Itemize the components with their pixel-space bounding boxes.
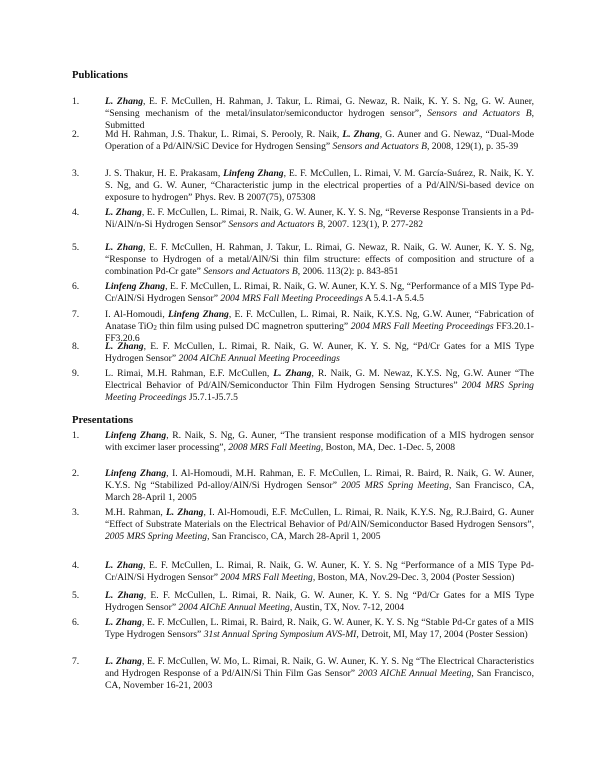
citation-text	[105, 207, 534, 231]
venue-title: 2004 MRS Spring Meeting Proceedings	[105, 380, 534, 404]
presentations-heading: Presentations	[72, 415, 134, 426]
citation-segment: , E. F. McCullen, L. Rimai, R. Naik, K.Y.S. Ng, G.W. Auner, “Fabrication of Anatase TiO	[105, 309, 534, 333]
item-number: 6.	[72, 617, 80, 628]
author-highlight: L. Zhang	[105, 590, 144, 601]
venue-title: 2004 AIChE Annual Meeting Proceedings	[178, 353, 340, 365]
presentation-item	[72, 617, 534, 641]
venue-title: 31st Annual Spring Symposium AVS-MI	[203, 629, 357, 641]
citation-segment: , E. F. McCullen, W. Mo, L. Rimai, R. Naik, G. W. Auner, K. Y. S. Ng “The Electrical Characteristics and Hydrogen Response of a Pd/AlN/Si Thin Film Gas Sensor”	[105, 656, 534, 680]
venue-title: Sensors and Actuators B	[427, 108, 532, 120]
item-number: 7.	[72, 656, 80, 667]
citation-segment: , Submitted	[105, 108, 534, 132]
publication-item	[72, 341, 534, 365]
item-number: 3.	[72, 168, 80, 179]
citation-segment: , Boston, MA, Dec. 1-Dec. 5, 2008	[320, 442, 456, 454]
venue-title: 2004 MRS Fall Meeting Proceedings	[220, 293, 363, 305]
citation-segment: thin film using pulsed DC magnetron sputtering”	[156, 321, 351, 333]
citation-text	[105, 656, 534, 692]
item-number: 1.	[72, 96, 80, 107]
citation-text	[105, 430, 534, 454]
citation-segment: Md H. Rahman, J.S. Thakur, L. Rimai, S. Perooly, R. Naik,	[105, 129, 343, 140]
publication-item	[72, 281, 534, 305]
citation-segment: , R. Naik, G. M. Newaz, K.Y.S. Ng, G.W. Auner “The Electrical Behavior of Pd/AlN/Semiconductor Thin Film Hydrogen Sensing Structures”	[105, 368, 534, 392]
publication-item	[72, 242, 534, 278]
presentation-item	[72, 430, 534, 454]
item-number: 3.	[72, 507, 80, 518]
citation-segment: , San Francisco, CA, November 16-21, 2003	[105, 668, 534, 692]
author-highlight: L. Zhang	[105, 341, 144, 352]
author-highlight: L. Zhang	[105, 96, 143, 107]
author-highlight: Linfeng Zhang	[168, 309, 229, 320]
citation-segment: , San Francisco, CA, March 28-April 1, 2005	[105, 480, 534, 504]
author-highlight: L. Zhang	[105, 560, 143, 571]
citation-segment: , E. F. McCullen, H. Rahman, J. Takur, L. Rimai, G. Newaz, R. Naik, G. W. Auner, K. Y. S. Ng, “Response to Hydrogen of a metal/AlN/Si thin film structure: effects of composition and structure of a combination Pd-Cr gate”	[105, 242, 534, 278]
item-number: 9.	[72, 368, 80, 379]
citation-text	[105, 507, 534, 543]
citation-text	[105, 242, 534, 278]
citation-segment: , I. Al-Homoudi, E.F. McCullen, L. Rimai, R. Naik, K.Y.S. Ng, R.J.Baird, G. Auner “Effect of Substrate Materials on the Electrical Behavior of Pd/AlN/Semiconductor Based Hydrogen Sensors”,	[105, 507, 534, 531]
venue-title: 2004 AIChE Annual Meeting	[178, 602, 290, 614]
citation-text	[105, 129, 534, 153]
item-number: 1.	[72, 430, 80, 441]
citation-segment: L. Rimai, M.H. Rahman, E.F. McCullen,	[105, 368, 274, 379]
citation-segment: , San Francisco, CA, March 28-April 1, 2005	[207, 531, 381, 543]
citation-segment: FF3.20.1-FF3.20.6	[105, 321, 535, 345]
citation-segment: J5.7.1-J5.7.5	[186, 392, 238, 404]
citation-segment: , E. F. McCullen, H. Rahman, J. Takur, L. Rimai, G. Newaz, R. Naik, K. Y. S. Ng, G. W. Auner, “Sensing mechanism of the metal/insulator/semiconductor hydrogen sensor”,	[105, 96, 534, 120]
citation-segment: , E. F. McCullen, L. Rimai, R. Naik, G. W. Auner, K. Y. S. Ng, “Pd/Cr Gates for a MIS Type Hydrogen Sensor”	[105, 341, 534, 365]
venue-title: 2008 MRS Fall Meeting	[228, 442, 321, 454]
item-number: 4.	[72, 560, 80, 571]
presentation-item	[72, 656, 534, 692]
venue-title: Sensors and Actuators B	[228, 219, 323, 231]
citation-segment: , E. F. McCullen, L. Rimai, R. Naik, G. W. Auner, K. Y. S. Ng, “Reverse Response Transients in a Pd-Ni/AlN/n-Si Hydrogen Sensor”	[105, 207, 534, 231]
citation-segment: , Detroit, MI, May 17, 2004 (Poster Session)	[356, 629, 528, 641]
citation-text	[105, 341, 534, 365]
author-highlight: L. Zhang	[105, 617, 142, 628]
item-number: 8.	[72, 341, 80, 352]
citation-segment: , E. F. McCullen, L. Rimai, R. Baird, R. Naik, G. W. Auner, K. Y. S. Ng “Stable Pd-Cr gates of a MIS Type Hydrogen Sensors”	[105, 617, 534, 641]
citation-segment: , E. F. McCullen, L. Rimai, V. M. García-Suárez, R. Naik, K. Y. S. Ng, and G. W. Auner, “Characteristic jump in the electrical properties of a Pd/AlN/Si-based device on exposure to hydrogen” Phys. Rev. B 2007(75), 075308	[105, 168, 534, 204]
venue-title: 2004 MRS Fall Meeting Proceedings	[350, 321, 494, 333]
author-highlight: Linfeng Zhang	[105, 430, 167, 441]
citation-segment: , E. F. McCullen, L. Rimai, R. Naik, G. W. Auner, K.Y. S. Ng, “Performance of a MIS Type Pd-Cr/AlN/Si Hydrogen Sensor”	[105, 281, 534, 305]
citation-text	[105, 96, 534, 132]
citation-text	[105, 560, 534, 584]
publication-item	[72, 96, 534, 132]
citation-segment: , Boston, MA, Nov.29-Dec. 3, 2004 (Poster Session)	[312, 572, 515, 584]
item-number: 5.	[72, 590, 80, 601]
author-highlight: L. Zhang	[105, 207, 142, 218]
item-number: 4.	[72, 207, 80, 218]
publication-item	[72, 207, 534, 231]
venue-title: Sensors and Actuators B	[203, 266, 298, 278]
venue-title: 2004 MRS Fall Meeting	[220, 572, 313, 584]
publication-item	[72, 168, 534, 204]
venue-title: 2005 MRS Spring Meeting	[105, 531, 208, 543]
author-highlight: L. Zhang	[165, 507, 204, 518]
author-highlight: L. Zhang	[342, 129, 380, 140]
item-number: 7.	[72, 309, 80, 320]
citation-segment: A 5.4.1-A 5.4.5	[362, 293, 424, 305]
publication-item	[72, 368, 534, 404]
citation-segment: , 2008, 129(1), p. 35-39	[426, 141, 519, 153]
venue-title: 2003 AIChE Annual Meeting	[358, 668, 472, 680]
author-highlight: L. Zhang	[105, 656, 142, 667]
citation-segment: , 2006. 113(2): p. 843-851	[297, 266, 399, 278]
subscript: 2	[153, 324, 157, 333]
presentation-item	[72, 560, 534, 584]
author-highlight: Linfeng Zhang	[223, 168, 284, 179]
publication-item	[72, 309, 534, 345]
item-number: 2.	[72, 468, 80, 479]
citation-segment: , 2007. 123(1), P. 277-282	[322, 219, 424, 231]
publications-heading: Publications	[72, 70, 128, 81]
citation-segment: J. S. Thakur, H. E. Prakasam,	[105, 168, 224, 179]
citation-segment: M.H. Rahman,	[105, 507, 166, 518]
citation-text	[105, 309, 534, 345]
author-highlight: L. Zhang	[273, 368, 312, 379]
citation-text	[105, 368, 534, 404]
author-highlight: L. Zhang	[105, 242, 143, 253]
venue-title: Sensors and Actuators B	[332, 141, 427, 153]
item-number: 5.	[72, 242, 80, 253]
item-number: 2.	[72, 129, 80, 140]
presentation-item	[72, 507, 534, 543]
citation-text	[105, 590, 534, 614]
citation-text	[105, 168, 534, 204]
citation-segment: , G. Auner and G. Newaz, “Dual-Mode Operation of a Pd/AlN/SiC Device for Hydrogen Sensing”	[105, 129, 534, 153]
item-number: 6.	[72, 281, 80, 292]
presentation-item	[72, 468, 534, 504]
citation-segment: , R. Naik, S. Ng, G. Auner, “The transient response modification of a MIS hydrogen sensor with excimer laser processing”,	[105, 430, 534, 454]
venue-title: 2005 MRS Spring Meeting	[341, 480, 449, 492]
author-highlight: Linfeng Zhang	[105, 468, 167, 479]
citation-segment: , I. Al-Homoudi, M.H. Rahman, E. F. McCullen, L. Rimai, R. Baird, R. Naik, G. W. Auner, K.Y.S. Ng “Stabilized Pd-alloy/AlN/Si Hydrogen Sensor”	[105, 468, 534, 492]
presentation-item	[72, 590, 534, 614]
citation-text	[105, 617, 534, 641]
citation-segment: , Austin, TX, Nov. 7-12, 2004	[289, 602, 405, 614]
citation-segment: , E. F. McCullen, L. Rimai, R. Naik, G. W. Auner, K. Y. S. Ng “Performance of a MIS Type Pd-Cr/AlN/Si Hydrogen Sensor”	[105, 560, 534, 584]
citation-text	[105, 281, 534, 305]
citation-text	[105, 468, 534, 504]
citation-segment: , E. F. McCullen, L. Rimai, R. Naik, G. W. Auner, K. Y. S. Ng “Pd/Cr Gates for a MIS Type Hydrogen Sensor”	[105, 590, 534, 614]
citation-segment: I. Al-Homoudi,	[105, 309, 168, 320]
author-highlight: Linfeng Zhang	[105, 281, 166, 292]
publication-item	[72, 129, 534, 153]
